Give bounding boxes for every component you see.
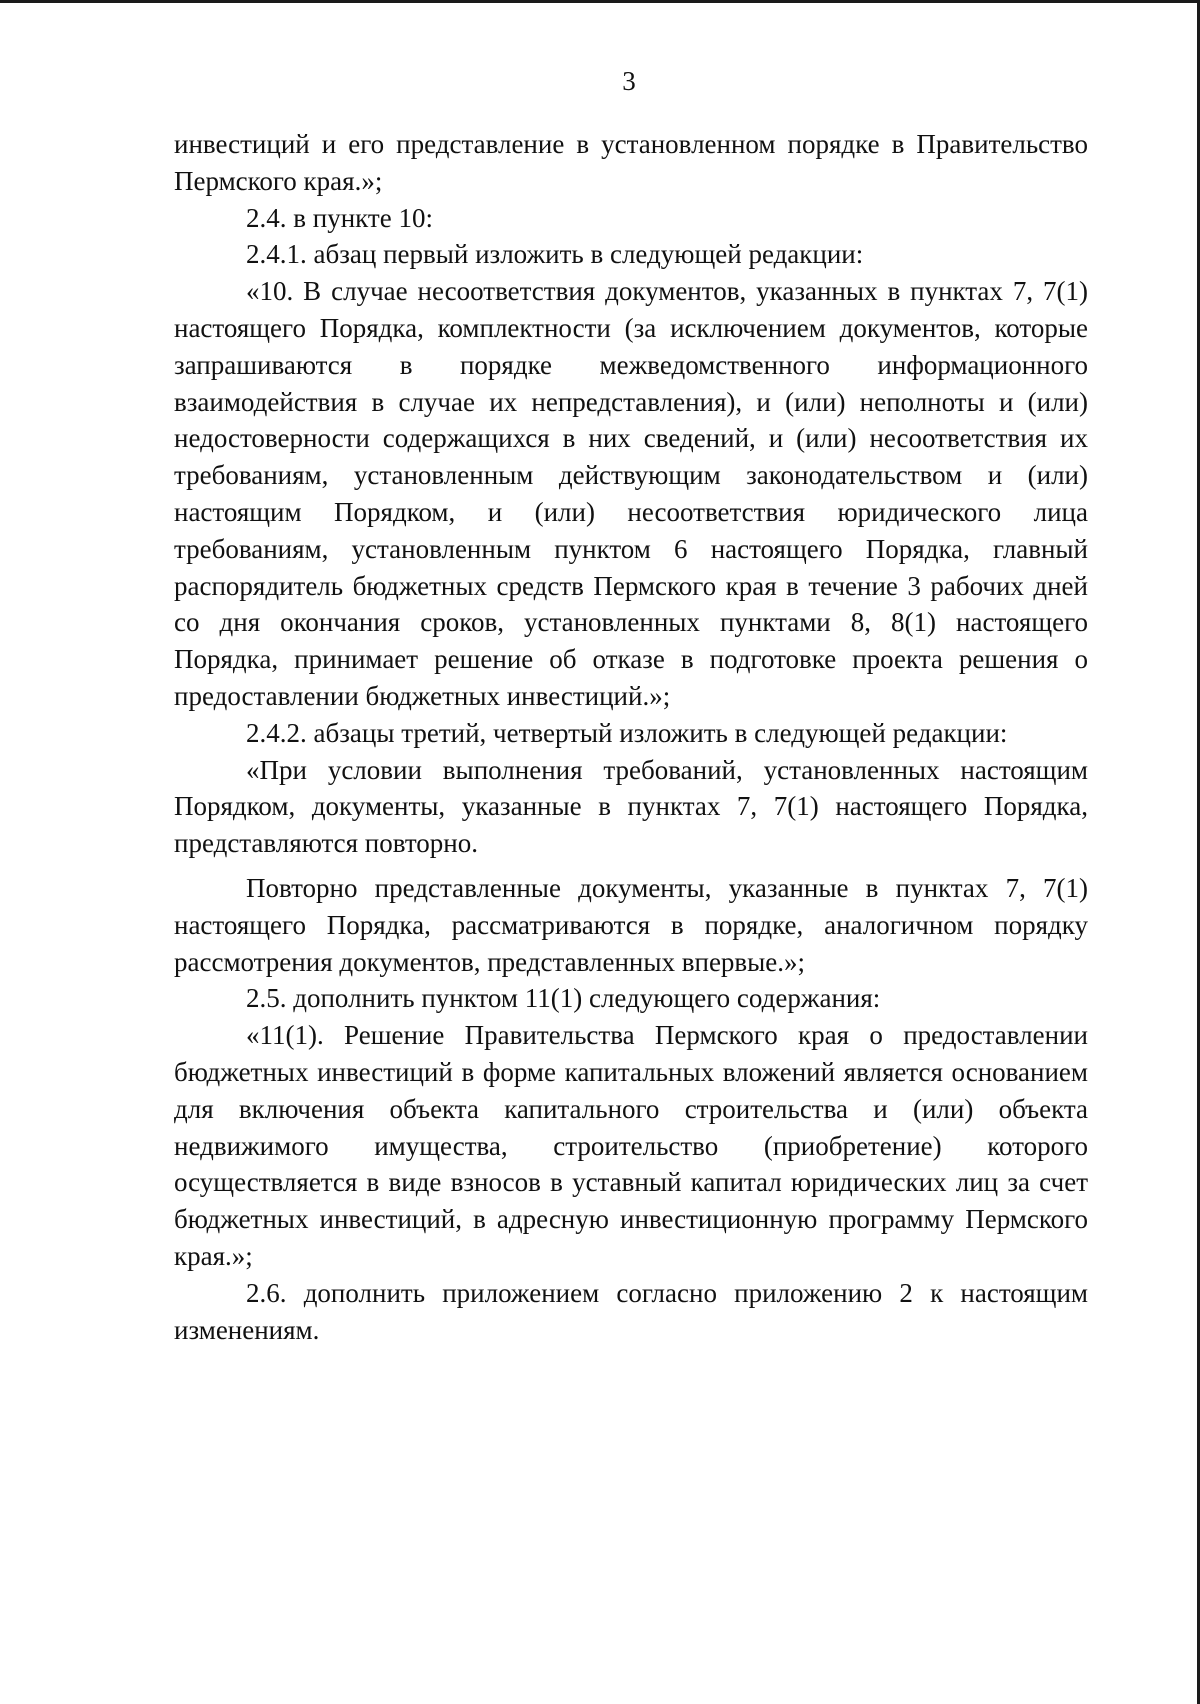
paragraph-2-4: 2.4. в пункте 10: — [246, 202, 433, 233]
paragraph-2-4-2: 2.4.2. абзацы третий, четвертый изложить в следующей редакции: — [246, 717, 1008, 748]
paragraph-2-5: 2.5. дополнить пунктом 11(1) следующего содержания: — [246, 983, 881, 1014]
paragraph-quote-10: «10. В случае несоответствия документов, указанных в пунктах 7, 7(1) настоящего Порядка, комплектности (за исключением документов, которые запрашиваются в порядке межведомственного информационного взаимодействия в случае их непредставления), и (или) неполноты и (или) недостоверности содержащихся в них сведений, и (или) несоответствия их требованиям, установленным действующим законодательством и (или) настоящим Порядком, и (или) несоответствия юридического лица требованиям, установленным пунктом 6 настоящего Порядка, главный распорядитель бюджетных средств Пермского края в течение 3 рабочих дней со дня окончания сроков, установленных пунктами 8, 8(1) настоящего Порядка, принимает решение об отказе в подготовке проекта решения о предоставлении бюджетных инвестиций.»; — [174, 276, 1088, 711]
paragraph-quote-repeated: Повторно представленные документы, указанные в пунктах 7, 7(1) настоящего Порядка, рассматриваются в порядке, аналогичном порядку рассмотрения документов, представленных впервые.»; — [174, 872, 1088, 977]
paragraph-continuation: инвестиций и его представление в установленном порядке в Правительство Пермского края.»; — [174, 129, 1088, 196]
paragraph-2-6: 2.6. дополнить приложением согласно приложению 2 к настоящим изменениям. — [174, 1277, 1088, 1345]
page-number: 3 — [622, 66, 636, 96]
paragraph-quote-11-1: «11(1). Решение Правительства Пермского края о предоставлении бюджетных инвестиций в форме капитальных вложений является основанием для включения объекта капитального строительства и (или) объекта недвижимого имущества, строительство (приобретение) которого осуществляется в виде взносов в уставный капитал юридических лиц за счет бюджетных инвестиций, в адресную инвестиционную программу Пермского края.»; — [174, 1020, 1088, 1271]
paragraph-2-4-1: 2.4.1. абзац первый изложить в следующей редакции: — [246, 239, 864, 270]
scan-border-top — [0, 0, 1200, 3]
paragraph-quote-conditions: «При условии выполнения требований, установленных настоящим Порядком, документы, указанные в пунктах 7, 7(1) настоящего Порядка, представляются повторно. — [174, 754, 1088, 859]
document-body — [174, 126, 1088, 1348]
